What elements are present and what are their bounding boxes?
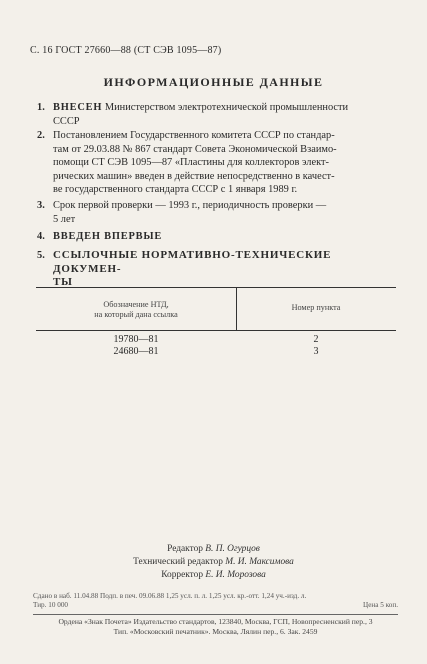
table-header-point: Номер пункта	[291, 303, 341, 312]
item-line: Срок первой проверки — 1993 г., периодичность проверки —	[53, 200, 327, 211]
footer-divider	[33, 614, 398, 615]
staff-editor	[0, 544, 427, 554]
table-cell-doc: 24680—81	[113, 346, 159, 357]
staff-name: М. И. Максимова	[225, 557, 294, 567]
staff-role: Технический редактор	[133, 557, 223, 567]
imprint-line-1	[33, 592, 398, 601]
item-text: Министерством электротехнической промышленности	[102, 102, 349, 113]
price-text: Цена 5 коп.	[363, 601, 398, 609]
footer-line: Ордена «Знак Почета» Издательство стандартов, 123840, Москва, ГСП, Новопресненский пер., 3	[58, 617, 373, 626]
item-lead: ВНЕСЕН	[53, 102, 103, 113]
item-line: помощи СТ СЭВ 1095—87 «Пластины для коллекторов элект-	[53, 157, 329, 169]
item-line: 5 лет	[53, 213, 76, 225]
item-number: 2.	[37, 130, 45, 141]
info-item-3	[37, 199, 397, 226]
publisher-footer	[33, 617, 398, 637]
reference-table-header	[36, 287, 396, 331]
info-item-2	[37, 129, 397, 197]
item-line: Постановлением Государственного комитета СССР по стандар-	[53, 130, 335, 141]
imprint-text: Сдано в наб. 11.04.88 Подп. в печ. 09.06.88 1,25 усл. п. л. 1,25 усл. кр.-отт. 1,24 уч.-изд. л.	[33, 592, 307, 600]
header-line: на который дана ссылка	[94, 310, 178, 319]
item-number: 3.	[37, 200, 45, 211]
section-title: ИНФОРМАЦИОННЫЕ ДАННЫЕ	[103, 75, 324, 89]
table-cell-doc: 19780—81	[113, 334, 159, 345]
item-line: там от 29.03.88 № 867 стандарт Совета Экономической Взаимо-	[53, 143, 337, 155]
item-number: 1.	[37, 102, 45, 113]
item-continuation: СССР	[53, 115, 80, 127]
staff-tech-editor	[0, 557, 427, 567]
staff-role: Корректор	[161, 570, 204, 580]
imprint-text: Тир. 10 000	[33, 601, 69, 609]
item-text: ВВЕДЕН ВПЕРВЫЕ	[53, 231, 163, 242]
item-line: ве государственного стандарта СССР с 1 января 1989 г.	[53, 184, 298, 196]
item-number: 4.	[37, 231, 45, 242]
footer-line: Тип. «Московский печатник». Москва, Лялин пер., 6. Зак. 2459	[113, 627, 318, 636]
item-line: ТЫ	[53, 276, 73, 289]
staff-name: Е. И. Морозова	[205, 570, 266, 580]
staff-corrector	[0, 570, 427, 580]
item-number: 5.	[37, 250, 45, 261]
table-header-document	[36, 300, 236, 320]
header-line: Обозначение НТД,	[103, 300, 169, 309]
info-item-4	[37, 230, 397, 244]
item-line: ССЫЛОЧНЫЕ НОРМАТИВНО-ТЕХНИЧЕСКИЕ ДОКУМЕН-	[53, 249, 332, 275]
page-header: С. 16 ГОСТ 27660—88 (СТ СЭВ 1095—87)	[30, 45, 222, 56]
item-line: рических машин» введен в действие непосредственно в качест-	[53, 170, 335, 182]
table-cell-point: 2	[313, 334, 319, 345]
staff-role: Редактор	[167, 544, 203, 554]
info-item-5	[37, 249, 397, 290]
info-item-1	[37, 101, 397, 128]
imprint-line-2	[33, 601, 398, 610]
staff-name: В. П. Огурцов	[205, 544, 260, 554]
table-cell-point: 3	[313, 346, 319, 357]
